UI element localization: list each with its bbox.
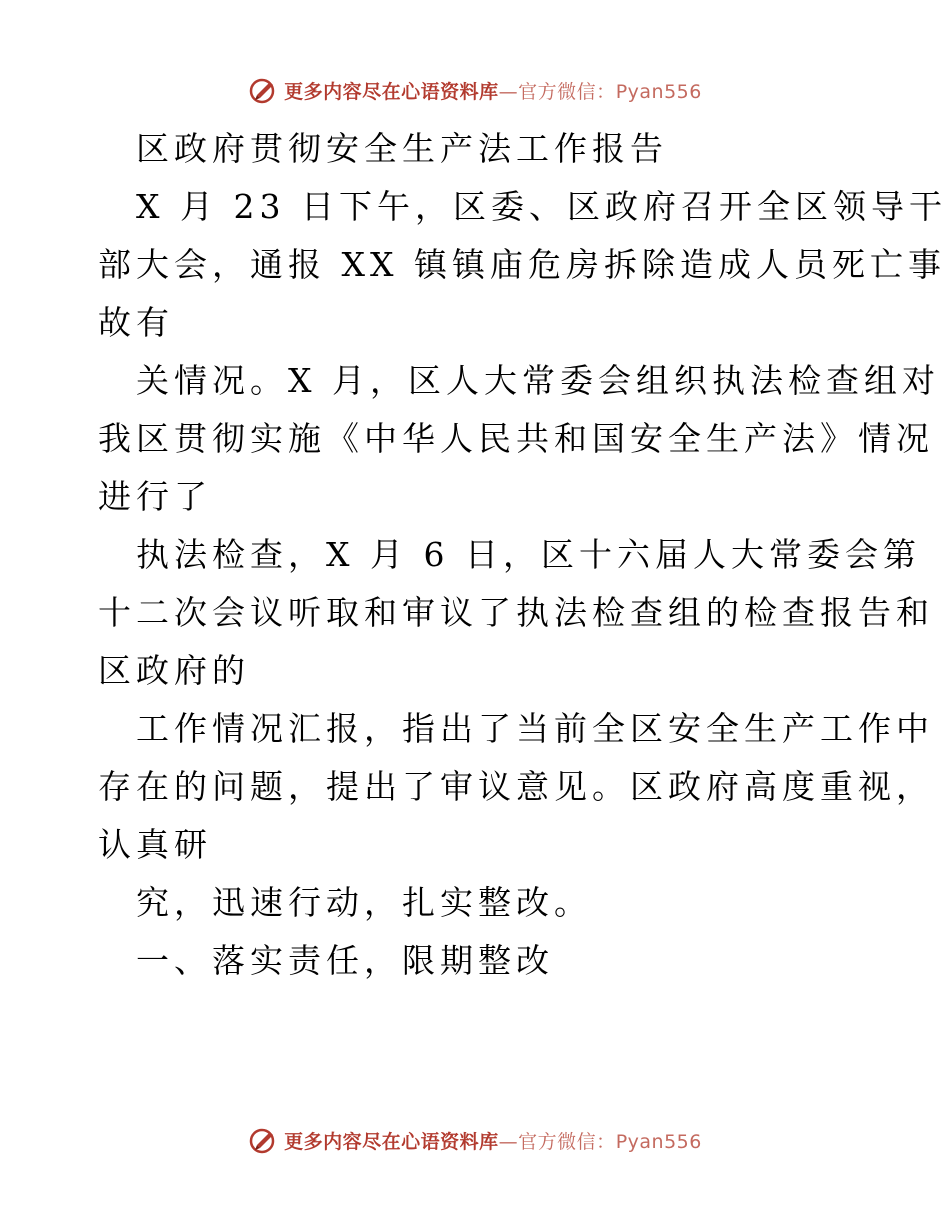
banner-text	[284, 1127, 702, 1154]
section-heading: 一、落实责任，限期整改	[136, 941, 554, 980]
banner-text	[284, 77, 702, 104]
banner-wechat-handle: Pyan556	[615, 1130, 702, 1153]
document-title: 区政府贯彻安全生产法工作报告	[136, 129, 668, 168]
paragraph-line: 关情况。X 月，区人大常委会组织执法检查组对	[136, 361, 940, 400]
document-body	[98, 120, 947, 990]
paragraph-line: X 月 23 日下午，区委、区政府召开全区领导干	[136, 187, 947, 226]
paragraph-line: 执法检查，X 月 6 日，区十六届人大常委会第	[136, 535, 921, 574]
paragraph-line: 我区贯彻实施《中华人民共和国安全生产法》情况	[98, 419, 934, 458]
paragraph-line: 进行了	[98, 477, 212, 516]
paragraph-line: 认真研	[98, 825, 212, 864]
paragraph-line: 故有	[98, 303, 174, 342]
banner-main-text: 更多内容尽在心语资料库	[284, 80, 499, 103]
paragraph-line: 究，迅速行动，扎实整改。	[136, 883, 592, 922]
paragraph-line: 存在的问题，提出了审议意见。区政府高度重视，	[98, 767, 934, 806]
footer-banner	[0, 1120, 950, 1160]
pen-logo-icon	[248, 75, 278, 105]
banner-wechat-label: 官方微信：	[518, 1130, 616, 1153]
paragraph-line: 十二次会议听取和审议了执法检查组的检查报告和	[98, 593, 934, 632]
header-banner	[0, 70, 950, 110]
banner-separator: —	[498, 80, 519, 103]
banner-wechat-handle: Pyan556	[615, 80, 702, 103]
paragraph-line: 部大会，通报 XX 镇镇庙危房拆除造成人员死亡事	[98, 245, 946, 284]
banner-separator: —	[498, 1130, 519, 1153]
pen-logo-icon	[248, 1125, 278, 1155]
banner-wechat-label: 官方微信：	[518, 80, 616, 103]
banner-main-text: 更多内容尽在心语资料库	[284, 1130, 499, 1153]
paragraph-line: 工作情况汇报，指出了当前全区安全生产工作中	[136, 709, 934, 748]
paragraph-line: 区政府的	[98, 651, 250, 690]
